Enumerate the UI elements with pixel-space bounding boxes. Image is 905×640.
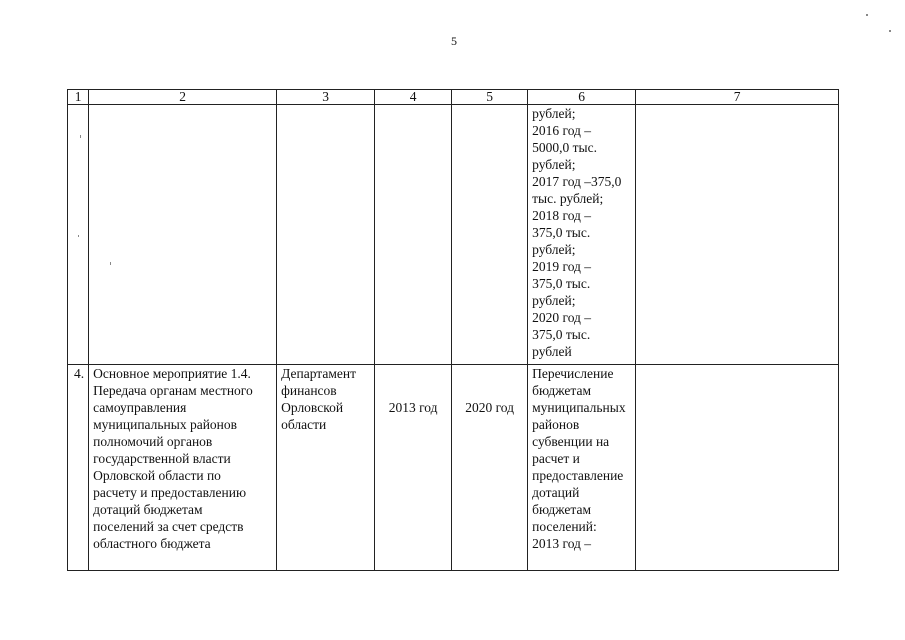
executor-line: Орловской — [281, 400, 344, 415]
measure-line: полномочий органов — [93, 434, 213, 449]
result-cell — [528, 365, 636, 571]
column-number: 3 — [277, 90, 375, 105]
result-line: рублей; — [532, 293, 576, 308]
scan-speck — [889, 30, 891, 32]
result-cell — [528, 105, 636, 365]
program-measures-table — [67, 89, 839, 571]
result-line: 2019 год – — [532, 259, 592, 274]
result-line: субвенции на — [532, 434, 610, 449]
result-line: 2017 год –375,0 — [532, 174, 622, 189]
executor-line: области — [281, 417, 327, 432]
end-cell — [452, 105, 528, 365]
page-number: 5 — [451, 34, 457, 48]
result-line: Перечисление — [532, 366, 614, 381]
measure-line: поселений за счет средств — [93, 519, 244, 534]
result-line: 2013 год – — [532, 536, 592, 551]
result-line: бюджетам — [532, 383, 592, 398]
column-number: 5 — [452, 90, 528, 105]
result-line: 375,0 тыс. — [532, 276, 591, 291]
executor-cell — [277, 365, 375, 571]
executor-line: финансов — [281, 383, 337, 398]
measure-line: самоуправления — [93, 400, 187, 415]
result-line: бюджетам — [532, 502, 592, 517]
measure-cell — [89, 365, 277, 571]
measure-line: дотаций бюджетам — [93, 502, 203, 517]
start-cell — [375, 105, 452, 365]
scan-speck — [866, 14, 868, 16]
result-line: 2018 год – — [532, 208, 592, 223]
result-line: предоставление — [532, 468, 624, 483]
result-line: 375,0 тыс. — [532, 327, 591, 342]
measure-line: Основное мероприятие 1.4. — [93, 366, 251, 381]
measure-cell — [89, 105, 277, 365]
start-year: 2013 год — [388, 400, 438, 415]
end-cell — [452, 365, 528, 571]
measure-line: областного бюджета — [93, 536, 211, 551]
result-line: рублей; — [532, 157, 576, 172]
end-year: 2020 год — [465, 400, 515, 415]
measure-line: расчету и предоставлению — [93, 485, 247, 500]
measure-line: муниципальных районов — [93, 417, 238, 432]
result-line: муниципальных — [532, 400, 626, 415]
executor-line: Департамент — [281, 366, 356, 381]
column-number: 7 — [636, 90, 839, 105]
result-line: рублей; — [532, 106, 576, 121]
start-cell — [375, 365, 452, 571]
result-line: тыс. рублей; — [532, 191, 604, 206]
row-number-cell — [68, 105, 89, 365]
result-line: поселений: — [532, 519, 597, 534]
result-line: рублей — [532, 344, 572, 359]
measure-line: государственной власти — [93, 451, 231, 466]
notes-cell — [636, 105, 839, 365]
column-number: 2 — [89, 90, 277, 105]
result-line: 375,0 тыс. — [532, 225, 591, 240]
column-number: 1 — [68, 90, 89, 105]
result-line: дотаций — [532, 485, 580, 500]
executor-cell — [277, 105, 375, 365]
column-number-row — [68, 90, 839, 105]
notes-cell — [636, 365, 839, 571]
table-row-4 — [68, 365, 839, 571]
result-line: районов — [532, 417, 580, 432]
measure-line: Орловской области по — [93, 468, 221, 483]
result-line: 5000,0 тыс. — [532, 140, 597, 155]
row-number: 4. — [68, 365, 89, 571]
result-line: 2016 год – — [532, 123, 592, 138]
result-line: рублей; — [532, 242, 576, 257]
column-number: 4 — [375, 90, 452, 105]
column-number: 6 — [528, 90, 636, 105]
result-line: расчет и — [532, 451, 580, 466]
measure-line: Передача органам местного — [93, 383, 253, 398]
result-line: 2020 год – — [532, 310, 592, 325]
table-row-continued — [68, 105, 839, 365]
